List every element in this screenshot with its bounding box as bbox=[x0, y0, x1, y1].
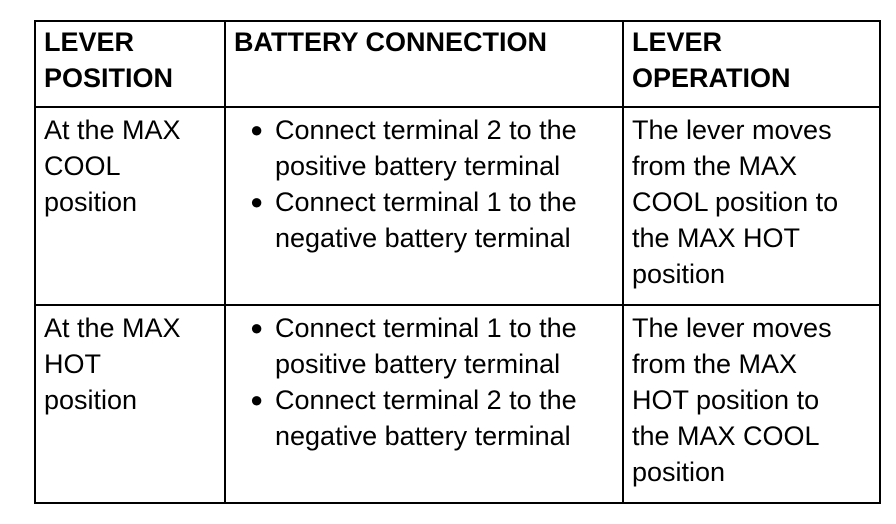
list-item: ● Connect terminal 1 to the positive battery terminal bbox=[234, 310, 616, 382]
lever-table-container bbox=[34, 20, 881, 504]
cell-lever-operation: The lever moves from the MAX COOL position to the MAX HOT position bbox=[623, 107, 880, 305]
cell-lever-operation: The lever moves from the MAX HOT position to the MAX COOL position bbox=[623, 305, 880, 503]
bullet-icon: ● bbox=[250, 315, 264, 340]
header-lever-position: LEVER POSITION bbox=[35, 21, 225, 107]
cell-battery-connection bbox=[225, 107, 623, 305]
list-item: ● Connect terminal 1 to the negative battery terminal bbox=[234, 184, 616, 256]
list-item: ● Connect terminal 2 to the negative battery terminal bbox=[234, 382, 616, 454]
header-lever-operation: LEVER OPERATION bbox=[623, 21, 880, 107]
cell-lever-position: At the MAX HOT position bbox=[35, 305, 225, 503]
list-item: ● Connect terminal 2 to the positive battery terminal bbox=[234, 112, 616, 184]
bullet-icon: ● bbox=[250, 117, 264, 142]
cell-lever-position: At the MAX COOL position bbox=[35, 107, 225, 305]
connection-list bbox=[234, 310, 616, 454]
table-row bbox=[35, 107, 880, 305]
table-header-row bbox=[35, 21, 880, 107]
cell-battery-connection bbox=[225, 305, 623, 503]
bullet-icon: ● bbox=[250, 387, 264, 412]
connection-list bbox=[234, 112, 616, 256]
bullet-icon: ● bbox=[250, 189, 264, 214]
table-row bbox=[35, 305, 880, 503]
lever-operation-table bbox=[34, 20, 881, 504]
header-battery-connection: BATTERY CONNECTION bbox=[225, 21, 623, 107]
